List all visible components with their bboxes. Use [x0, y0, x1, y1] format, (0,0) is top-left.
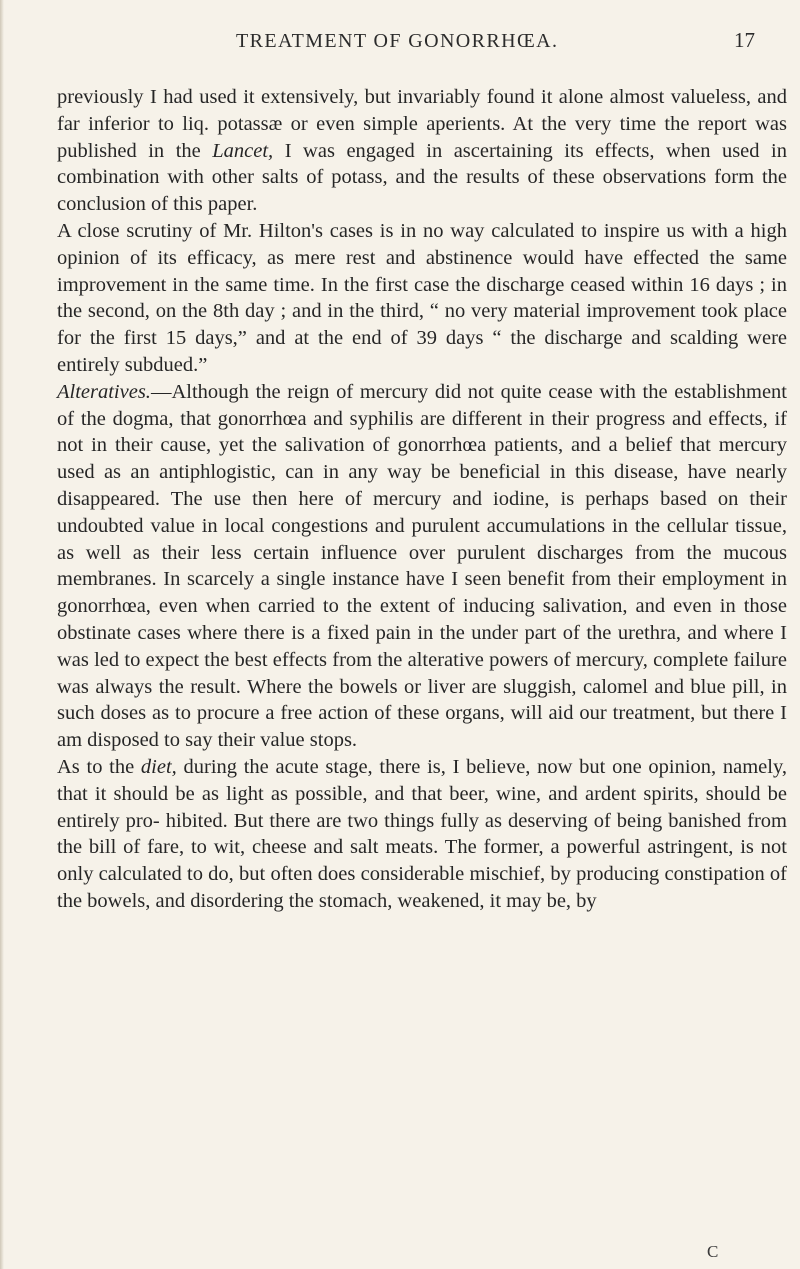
paragraph-1-italic-lancet: Lancet, [212, 139, 274, 162]
paragraph-4-italic-diet: diet, [140, 755, 177, 778]
paragraph-1 [57, 84, 787, 218]
paragraph-4-text-end: during the acute stage, there is, I believe, now but one opinion, namely, that it should be as light as possible, and that beer, wine, and ardent spirits, should be entirely pro- hibited. But there are two things fully as deserving of being banished from the bill of fare, to wit, cheese and salt meats. The former, a powerful astringent, is not only calculated to do, but often does considerable mischief, by producing constipation of the bowels, and disordering the stomach, weakened, it may be, by [57, 755, 787, 912]
paragraph-4-text: As to the [57, 755, 141, 778]
paragraph-2 [57, 218, 787, 379]
paragraph-4 [57, 754, 787, 915]
running-head: TREATMENT OF GONORRHŒA. [236, 30, 559, 52]
page-number: 17 [734, 28, 755, 52]
paragraph-1-text: previously I had used it extensively, but invariably found it alone almost valueless, and far inferior to liq. potassæ or even simple aperients. At the very time the report was published in the [57, 86, 787, 162]
paragraph-2-text: A close scrutiny of Mr. Hilton's cases is in no way calculated to inspire us with a high opinion of its efficacy, as mere rest and abstinence would have effected the same improvement in the same time. In the first case the discharge ceased within 16 days ; in the second, on the 8th day ; and in the third, “ no very material improvement took place for the first 15 days,” and at the end of 39 days “ the discharge and scalding were entirely subdued.” [57, 219, 787, 376]
paragraph-3-text: —Although the reign of mercury did not quite cease with the establishment of the dogma, that gonorrhœa and syphilis are different in their progress and effects, if not in their cause, yet the salivation of gonorrhœa patients, and a belief that mercury used as an antiphlogistic, can in any way be beneficial in this disease, have nearly disappeared. The use then here of mercury and iodine, is perhaps based on their undoubted value in local congestions and purulent accumulations in the cellular tissue, as well as their less certain influence over purulent discharges from the mucous membranes. In scarcely a single instance have I seen benefit from their employment in gonorrhœa, even when carried to the extent of inducing salivation, and even in those obstinate cases where there is a fixed pain in the under part of the urethra, and where I was led to expect the best effects from the alterative powers of mercury, complete failure was always the result. Where the bowels or liver are sluggish, calomel and blue pill, in such doses as to procure a free action of these organs, will aid our treatment, but there I am disposed to say their value stops. [57, 380, 787, 752]
signature-mark: C [707, 1242, 719, 1261]
body-text [57, 84, 787, 915]
paragraph-3 [57, 379, 787, 754]
paragraph-3-heading-alteratives: Alteratives. [57, 380, 151, 403]
paragraph-1-text-end: I was engaged in ascertaining its effects, when used in combination with other salts of potass, and the results of these observations form the conclusion of this paper. [57, 139, 787, 216]
page-header [0, 26, 800, 56]
page-binding-shadow [0, 0, 4, 1269]
